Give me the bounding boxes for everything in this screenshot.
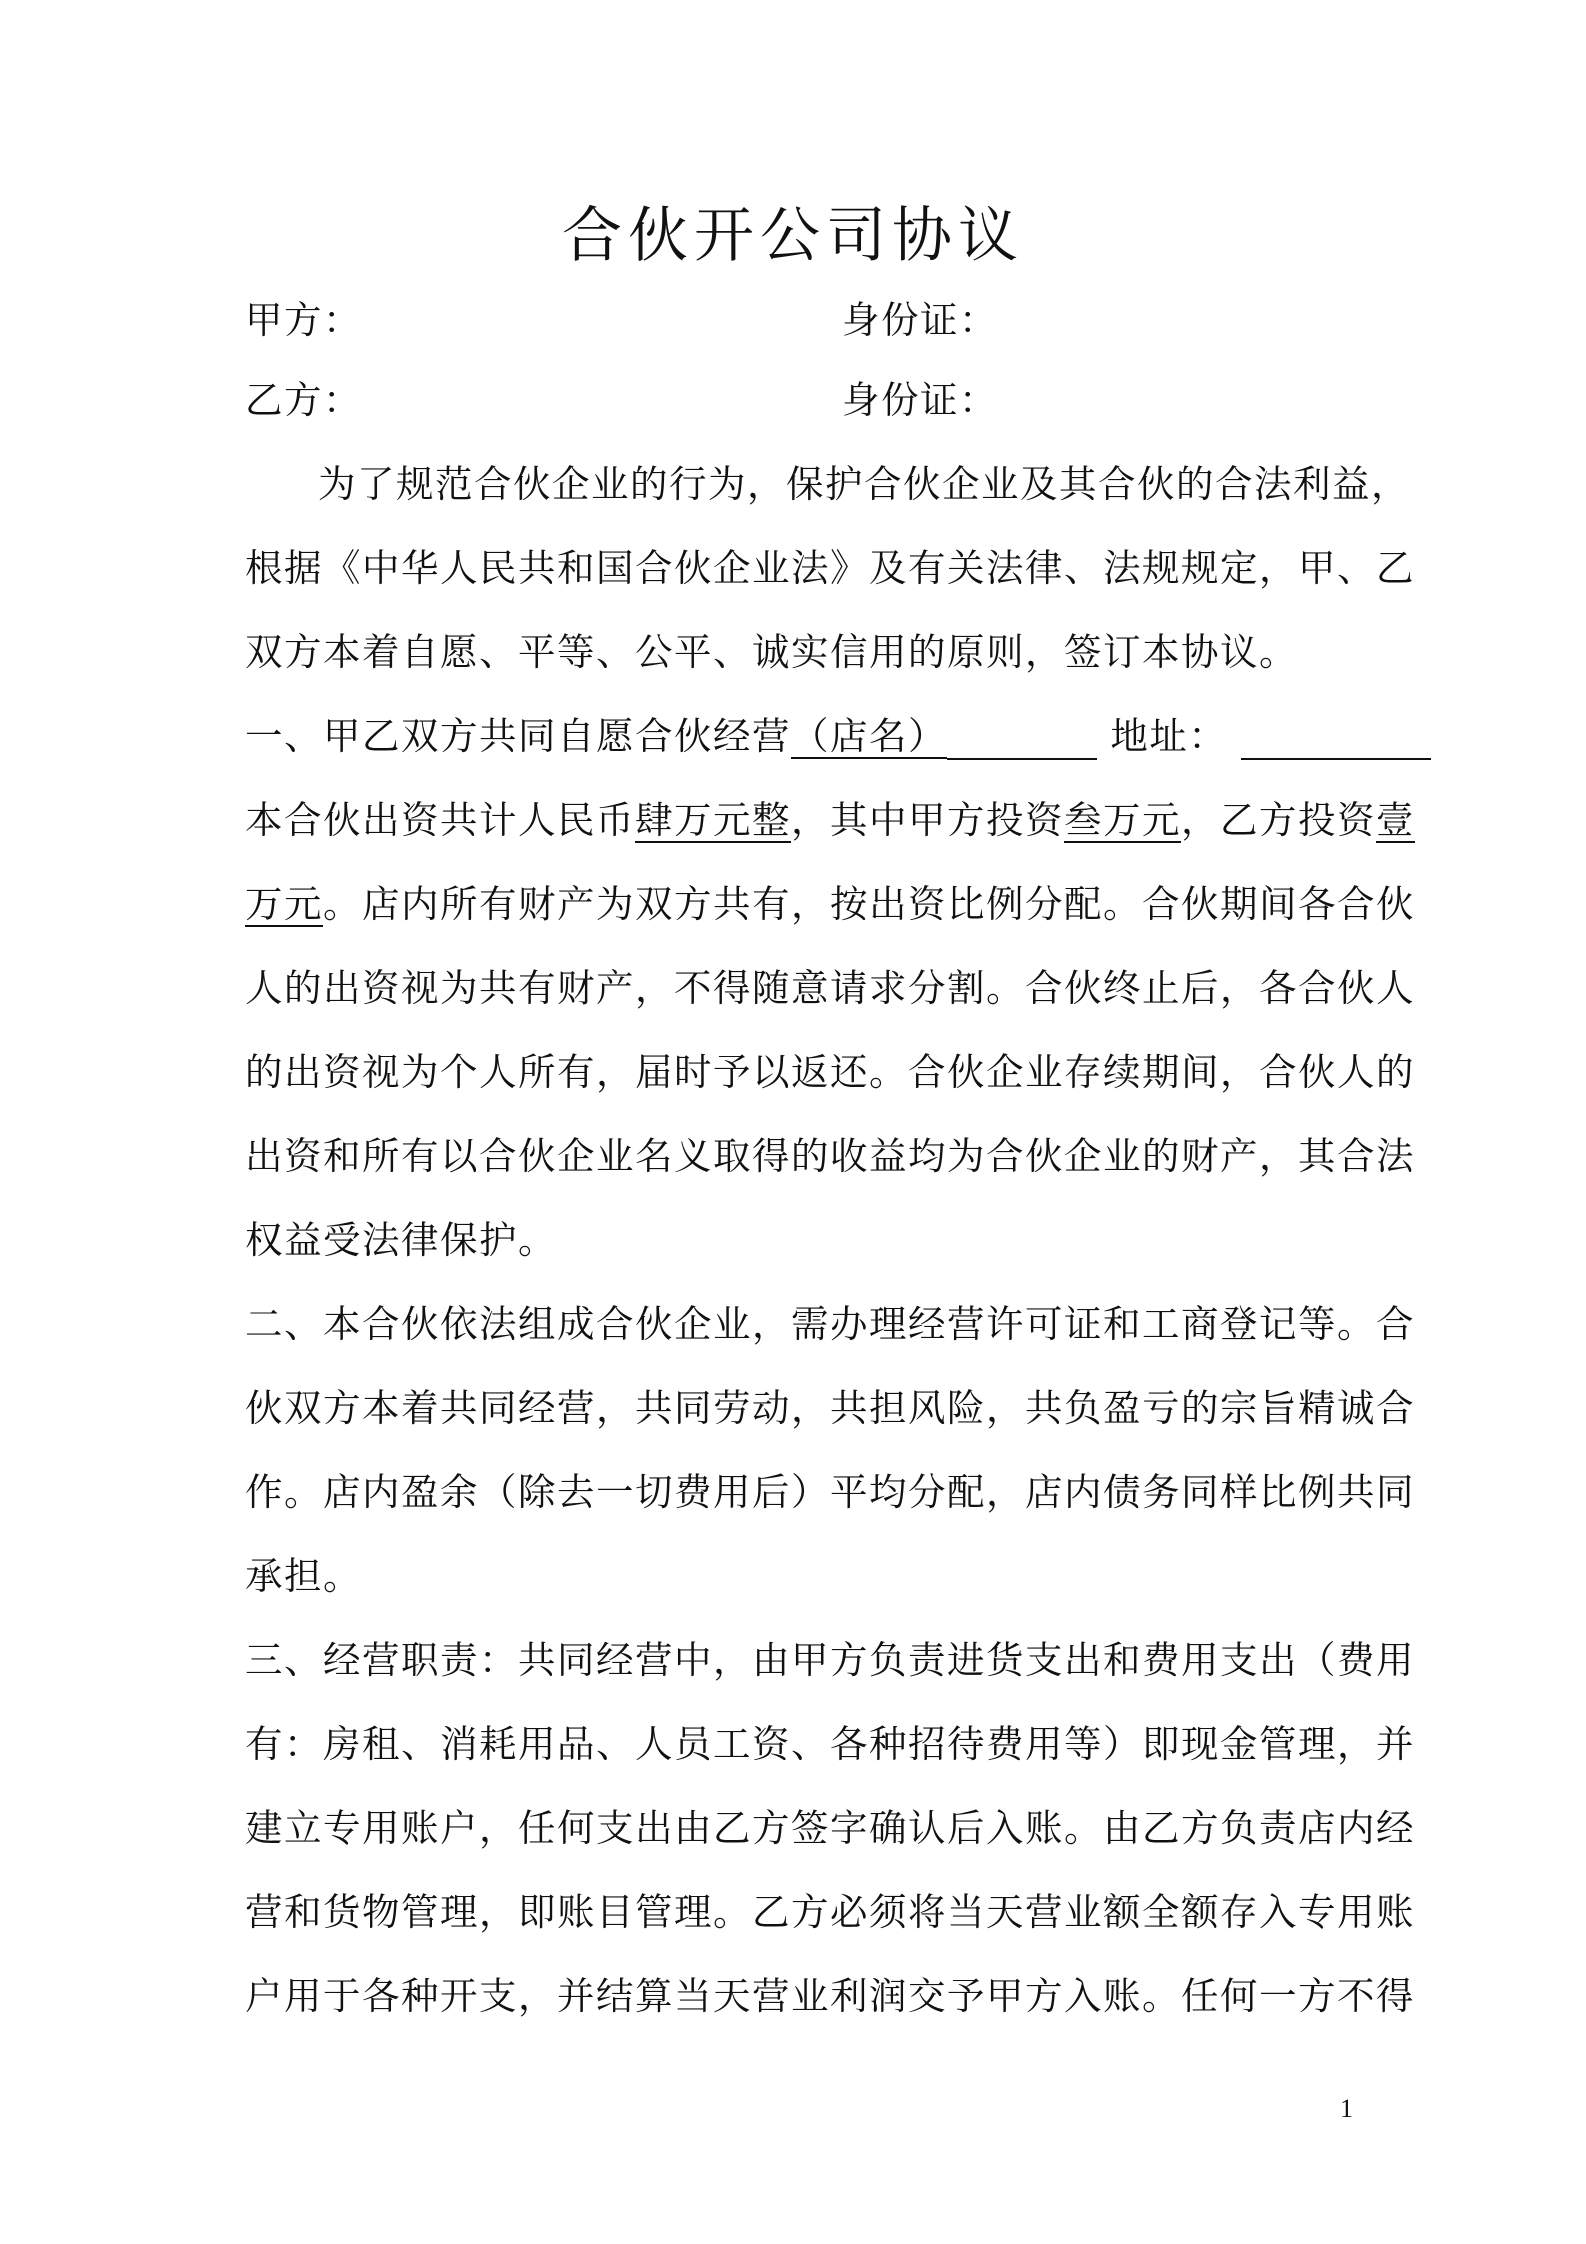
shop-name-field: （店名） <box>791 714 947 758</box>
party-a-investment: 叁万元 <box>1064 798 1181 842</box>
page-number: 1 <box>1340 2094 1353 2123</box>
clause-1-line-4: 人的出资视为共有财产，不得随意请求分割。合伙终止后，各合伙人 <box>245 966 1415 1010</box>
clause-3-line-1: 三、经营职责：共同经营中，由甲方负责进货支出和费用支出（费用 <box>245 1638 1415 1682</box>
party-b-label: 乙方： <box>245 378 362 422</box>
clause-2-line-1: 二、本合伙依法组成合伙企业，需办理经营许可证和工商登记等。合 <box>245 1302 1415 1346</box>
clause-1-text-d: 。店内所有财产为双方共有，按出资比例分配。合伙期间各合伙 <box>323 882 1415 926</box>
clause-1-line-1 <box>245 712 1355 760</box>
party-a-label: 甲方： <box>245 298 362 342</box>
party-b-investment-part-2: 万元 <box>245 882 323 926</box>
clause-1-line-5: 的出资视为个人所有，届时予以返还。合伙企业存续期间，合伙人的 <box>245 1050 1415 1094</box>
total-investment: 肆万元整 <box>635 798 791 842</box>
clause-1-line-2 <box>245 796 1415 844</box>
preamble-line-2: 根据《中华人民共和国合伙企业法》及有关法律、法规规定，甲、乙 <box>245 546 1415 590</box>
clause-2-line-4: 承担。 <box>245 1554 362 1598</box>
party-b-id-label: 身份证： <box>842 378 998 422</box>
clause-3-line-2: 有：房租、消耗用品、人员工资、各种招待费用等）即现金管理，并 <box>245 1722 1415 1766</box>
clause-3-line-5: 户用于各种开支，并结算当天营业利润交予甲方入账。任何一方不得 <box>245 1974 1415 2018</box>
party-b-investment-part-1: 壹 <box>1376 798 1415 842</box>
clause-2-line-3: 作。店内盈余（除去一切费用后）平均分配，店内债务同样比例共同 <box>245 1470 1415 1514</box>
clause-1-line-7: 权益受法律保护。 <box>245 1218 557 1262</box>
clause-2-line-2: 伙双方本着共同经营，共同劳动，共担风险，共负盈亏的宗旨精诚合 <box>245 1386 1415 1430</box>
clause-1-text-b: ，其中甲方投资 <box>791 798 1064 842</box>
address-label: 地址： <box>1110 714 1228 758</box>
clause-3-line-4: 营和货物管理，即账目管理。乙方必须将当天营业额全额存入专用账 <box>245 1890 1415 1934</box>
clause-1-text-c: ，乙方投资 <box>1181 798 1376 842</box>
shop-name-blank <box>947 718 1097 760</box>
clause-1-line-6: 出资和所有以合伙企业名义取得的收益均为合伙企业的财产，其合法 <box>245 1134 1415 1178</box>
preamble-line-1: 为了规范合伙企业的行为，保护合伙企业及其合伙的合法利益， <box>318 462 1410 506</box>
clause-1-line-3 <box>245 880 1415 928</box>
preamble-line-3: 双方本着自愿、平等、公平、诚实信用的原则，签订本协议。 <box>245 630 1298 674</box>
address-blank <box>1241 718 1431 760</box>
clause-1-prefix: 一、甲乙双方共同自愿合伙经营 <box>245 714 791 758</box>
document-title: 合伙开公司协议 <box>562 201 1024 271</box>
clause-1-text-a: 本合伙出资共计人民币 <box>245 798 635 842</box>
clause-3-line-3: 建立专用账户，任何支出由乙方签字确认后入账。由乙方负责店内经 <box>245 1806 1415 1850</box>
party-a-id-label: 身份证： <box>842 298 998 342</box>
